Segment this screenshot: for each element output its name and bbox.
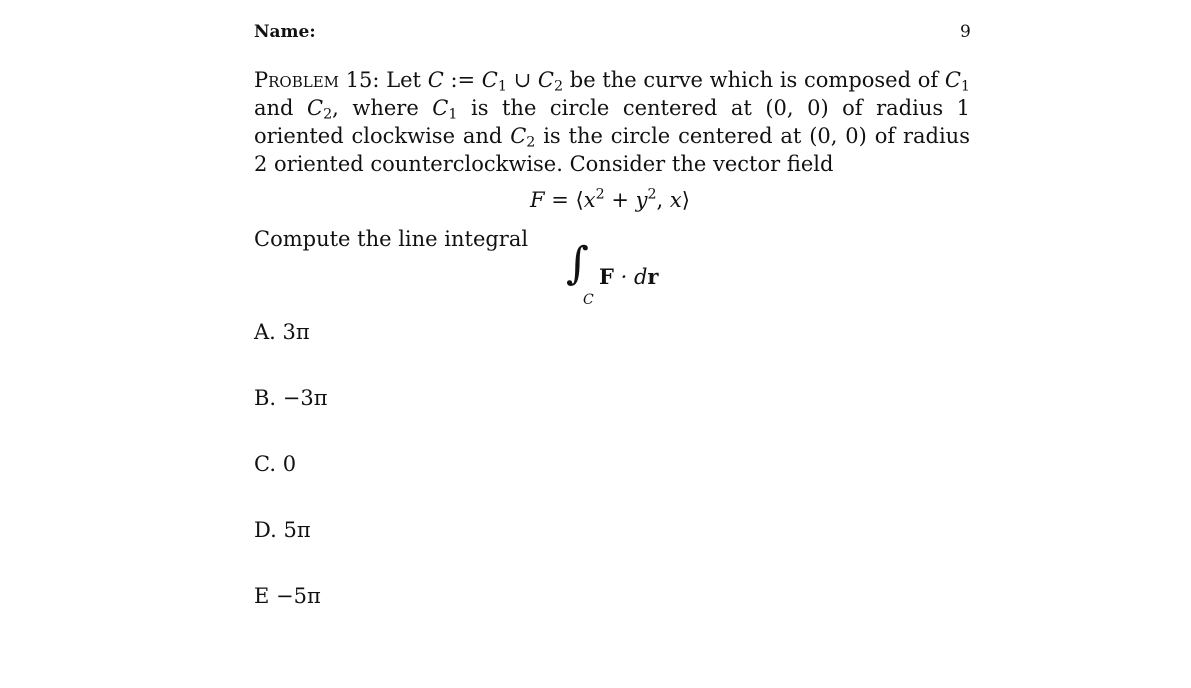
curve-definition: C := $C_1$ ∪ $C_2$ bbox=[427, 68, 564, 95]
integrand-r: r bbox=[647, 264, 659, 289]
integrand bbox=[599, 264, 658, 289]
choice-letter: D. bbox=[254, 518, 277, 542]
vector-field-equation: $F = ⟨x^2 + y^2$, x⟩ bbox=[530, 186, 690, 212]
integrand-field: F bbox=[599, 264, 614, 289]
choice-value: −5π bbox=[276, 584, 321, 608]
choice-value: 0 bbox=[282, 452, 297, 476]
problem-text-let: Let bbox=[386, 68, 421, 92]
choice-value: 3π bbox=[282, 320, 310, 344]
problem-statement bbox=[254, 66, 970, 178]
problem-label: Problem 15: bbox=[254, 68, 380, 92]
choice-a bbox=[254, 318, 310, 346]
page-number: 9 bbox=[960, 22, 971, 42]
line-integral bbox=[566, 238, 676, 314]
instruction-text: Compute the line integral bbox=[254, 227, 529, 251]
choice-b bbox=[254, 384, 328, 412]
problem-text-composed: be the curve which is composed of bbox=[569, 68, 939, 92]
choice-e bbox=[254, 582, 321, 610]
problem-text-circles: $C_1$ and $C_2$, where $C_1$ is the circle centered at (0, 0) of radius 1 oriented clockwise and $C_2$ is the circle centered at (0, 0) of radius 2 oriented counterclockwise. Consider the vector field bbox=[254, 68, 971, 176]
choice-letter: E bbox=[254, 584, 270, 608]
name-label: Name: bbox=[254, 22, 316, 42]
choice-letter: A. bbox=[254, 320, 276, 344]
integral-subscript: C bbox=[583, 292, 594, 308]
integrand-dot-d: · d bbox=[613, 265, 648, 289]
choice-d bbox=[254, 516, 311, 544]
choice-value: 5π bbox=[283, 518, 311, 542]
choice-letter: B. bbox=[254, 386, 277, 410]
choice-letter: C. bbox=[254, 452, 276, 476]
choice-c bbox=[254, 450, 296, 478]
integral-sign: ∫ bbox=[566, 238, 589, 289]
choice-value: −3π bbox=[282, 386, 328, 410]
